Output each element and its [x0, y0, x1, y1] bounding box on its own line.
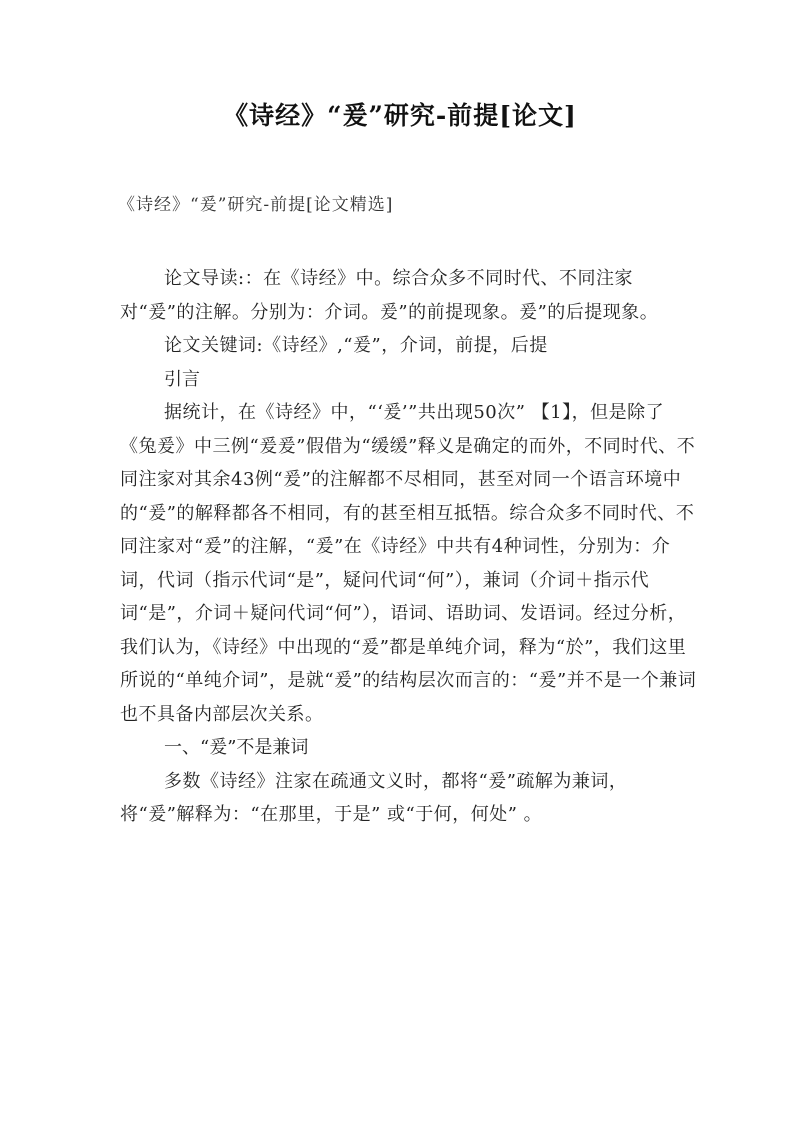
document-subtitle: 《诗经》“爰”研究-前提[论文精选]	[118, 195, 394, 215]
abstract-paragraph: 论文导读:：在《诗经》中。综合众多不同时代、不同注家对“爰”的注解。分别为：介词。爰”的前提现象。爰”的后提现象。	[120, 268, 659, 323]
document-title: 《诗经》“爰”研究-前提[论文]	[223, 101, 577, 130]
intro-heading: 引言	[164, 368, 200, 390]
section1-heading: 一、“爰”不是兼词	[164, 737, 309, 758]
section1-paragraph: 多数《诗经》注家在疏通文义时，都将“爰”疏解为兼词，将“爰”解释为：“在那里，于是” 或“于何，何处” 。	[120, 770, 628, 825]
intro-paragraph: 据统计，在《诗经》中，“‘爰’”共出现50次” 【1】，但是除了《兔爰》中三例“爰爰”假借为“缓缓”释义是确定的而外，不同时代、不同注家对其余43例“爰”的注解都不尽相同，甚至对同一个语言环境中的“爰”的解释都各不相同，有的甚至相互抵牾。综合众多不同时代、不同注家对“爰”的注解，“爰”在《诗经》中共有4种词性，分别为：介词，代词（指示代词“是”，疑问代词“何”），兼词（介词＋指示代词“是”，介词＋疑问代词“何”），语词、语助词、发语词。经过分析，我们认为，《诗经》中出现的“爰”都是单纯介词，释为“於”，我们这里所说的“单纯介词”，是就“爰”的结构层次而言的：“爰”并不是一个兼词也不具备内部层次关系。	[120, 402, 697, 725]
keywords-paragraph: 论文关键词:《诗经》,“爰”，介词，前提，后提	[164, 335, 548, 356]
document-body	[120, 262, 700, 832]
